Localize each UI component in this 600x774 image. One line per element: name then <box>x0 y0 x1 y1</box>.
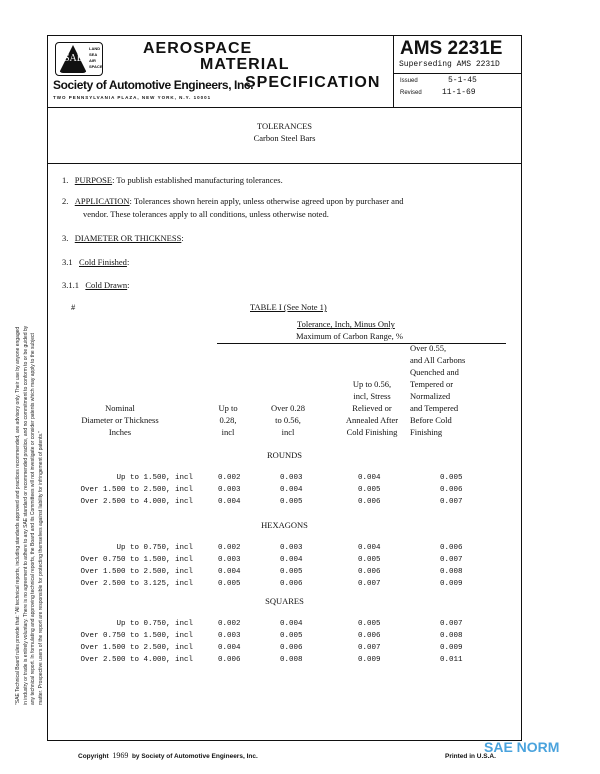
row-label: Over 2.500 to 4.000, incl <box>80 498 193 506</box>
tolerance-value: 0.004 <box>280 486 303 494</box>
tolerance-value: 0.002 <box>218 474 241 482</box>
tolerance-value: 0.006 <box>280 580 303 588</box>
spec-number: AMS 2231E <box>400 38 503 59</box>
logo-word: SPACE <box>89 64 103 69</box>
title-specification: SPECIFICATION <box>245 74 381 91</box>
tolerance-value: 0.004 <box>218 568 241 576</box>
tolerance-value: 0.005 <box>280 498 303 506</box>
section-3: 3. DIAMETER OR THICKNESS: <box>62 233 184 243</box>
column-header <box>208 402 248 438</box>
tolerance-value: 0.005 <box>358 556 381 564</box>
row-label: Over 2.500 to 4.000, incl <box>80 656 193 664</box>
row-label: Over 0.750 to 1.500, incl <box>80 632 193 640</box>
section-2: 2. APPLICATION: Tolerances shown herein apply, unless otherwise agreed upon by purchaser and <box>62 196 404 206</box>
group-heading: HEXAGONS <box>261 520 308 530</box>
column-header <box>332 378 412 438</box>
column-header <box>258 402 318 438</box>
row-label: Over 2.500 to 3.125, incl <box>80 580 193 588</box>
tolerance-value: 0.002 <box>218 620 241 628</box>
issued-label: Issued <box>400 78 418 84</box>
column-header-line: Inches <box>108 427 132 437</box>
sae-logo <box>55 42 103 76</box>
tolerance-value: 0.006 <box>358 498 381 506</box>
tolerance-value: 0.004 <box>358 544 381 552</box>
column-header-line: Cold Finishing <box>346 427 398 437</box>
header-left <box>47 35 394 108</box>
tolerance-value: 0.005 <box>280 632 303 640</box>
disclaimer-line: in industry or trade is entirely voluntary. There is no agreement to adhere to any SAE standard or recommended practice, and no commitment to conform to or be guided by <box>22 325 29 705</box>
column-header-line: incl <box>221 427 235 437</box>
section-1: 1. PURPOSE: To publish established manufacturing tolerances. <box>62 175 283 185</box>
logo-word: SEA <box>89 52 98 57</box>
org-address: TWO PENNSYLVANIA PLAZA, NEW YORK, N.Y. 10001 <box>53 95 212 100</box>
tolerance-value: 0.004 <box>280 620 303 628</box>
doc-subtitle: Carbon Steel Bars <box>253 133 316 143</box>
superseding: Superseding AMS 2231D <box>399 60 500 69</box>
column-header-line: 0.28, <box>219 415 237 425</box>
column-header <box>45 402 195 438</box>
column-header-line: Quenched and <box>410 367 459 377</box>
column-header-line: Annealed After <box>345 415 399 425</box>
row-label: Over 0.750 to 1.500, incl <box>80 556 193 564</box>
tolerance-value: 0.007 <box>440 556 463 564</box>
revision-mark: # <box>71 302 76 312</box>
org-name: Society of Automotive Engineers, Inc. <box>53 78 254 92</box>
column-header-line: Nominal <box>105 403 135 413</box>
tolerance-value: 0.003 <box>218 486 241 494</box>
tolerance-value: 0.003 <box>218 632 241 640</box>
tolerance-value: 0.004 <box>358 474 381 482</box>
row-label: Over 1.500 to 2.500, incl <box>80 644 193 652</box>
column-header <box>410 342 500 438</box>
tolerance-value: 0.005 <box>358 486 381 494</box>
issued-date: 5-1-45 <box>448 76 477 85</box>
revised-label: Revised <box>400 90 422 96</box>
column-header-line: Over 0.28 <box>271 403 305 413</box>
column-header-line: incl <box>281 427 295 437</box>
tolerance-value: 0.006 <box>280 644 303 652</box>
divider <box>394 73 522 74</box>
group-heading: ROUNDS <box>267 450 302 460</box>
column-header-line: Over 0.55, <box>410 343 447 353</box>
column-header-line: Up to <box>218 403 238 413</box>
printed-in: Printed in U.S.A. <box>445 753 496 760</box>
column-header-line: incl, Stress <box>353 391 391 401</box>
row-label: Up to 1.500, incl <box>116 474 193 482</box>
tolerance-value: 0.011 <box>440 656 463 664</box>
group-header-2: Maximum of Carbon Range, % <box>296 331 403 341</box>
disclaimer-line: "SAE Technical Board rules provide that: "All technical reports, including standards approved and practices recommended, are advisory only. Their use by anyone engaged <box>15 326 21 705</box>
tolerance-value: 0.006 <box>440 544 463 552</box>
tolerance-value: 0.005 <box>358 620 381 628</box>
header-right <box>394 35 522 108</box>
tolerance-value: 0.007 <box>358 644 381 652</box>
column-header-line: Before Cold <box>410 415 452 425</box>
tolerance-value: 0.004 <box>280 556 303 564</box>
tolerance-value: 0.008 <box>280 656 303 664</box>
row-label: Up to 0.750, incl <box>116 620 193 628</box>
tolerance-value: 0.002 <box>218 544 241 552</box>
table-title: TABLE I (See Note 1) <box>250 302 327 312</box>
logo-word: LAND <box>89 46 101 51</box>
disclaimer-sidebar <box>15 145 45 705</box>
tolerance-value: 0.007 <box>440 620 463 628</box>
tolerance-value: 0.008 <box>440 568 463 576</box>
tolerance-value: 0.007 <box>440 498 463 506</box>
tolerance-value: 0.003 <box>280 544 303 552</box>
column-header-line: and Tempered <box>410 403 459 413</box>
row-label: Over 1.500 to 2.500, incl <box>80 486 193 494</box>
tolerance-value: 0.005 <box>280 568 303 576</box>
tolerance-value: 0.009 <box>440 644 463 652</box>
section-3-1-1: 3.1.1 Cold Drawn: <box>62 280 130 290</box>
disclaimer-line: any technical report. In formulating and approving technical reports, the Board and its Committees will not investigate or consider patents which may apply to the subject <box>30 333 36 705</box>
column-header-line: Normalized <box>410 391 451 401</box>
tolerance-value: 0.006 <box>358 632 381 640</box>
tolerance-value: 0.009 <box>358 656 381 664</box>
doc-title: TOLERANCES <box>256 121 313 131</box>
disclaimer-line: matter. Prospective users of the report are responsible for protecting themselves against liability for infringement of patents." <box>37 430 44 705</box>
section-2-cont: vendor. These tolerances apply to all conditions, unless otherwise noted. <box>83 209 329 219</box>
title-aerospace: AEROSPACE <box>143 40 253 57</box>
column-header-line: Relieved or <box>352 403 392 413</box>
tolerance-value: 0.004 <box>218 644 241 652</box>
tolerance-value: 0.006 <box>440 486 463 494</box>
tolerance-value: 0.009 <box>440 580 463 588</box>
column-header-line: Diameter or Thickness <box>81 415 159 425</box>
logo-letters: SAE <box>64 53 83 64</box>
tolerance-value: 0.004 <box>218 498 241 506</box>
row-label: Up to 0.750, incl <box>116 544 193 552</box>
column-header-line: Up to 0.56, <box>352 379 392 389</box>
tolerance-value: 0.007 <box>358 580 381 588</box>
revised-date: 11-1-69 <box>442 88 476 97</box>
tolerance-value: 0.008 <box>440 632 463 640</box>
column-header-line: Finishing <box>410 427 443 437</box>
group-header-1: Tolerance, Inch, Minus Only <box>297 319 395 329</box>
tolerance-value: 0.003 <box>280 474 303 482</box>
tolerance-value: 0.003 <box>218 556 241 564</box>
group-heading: SQUARES <box>265 596 304 606</box>
title-material: MATERIAL <box>200 56 290 73</box>
tolerance-value: 0.005 <box>440 474 463 482</box>
tolerance-value: 0.005 <box>218 580 241 588</box>
logo-word: AIR <box>89 58 96 63</box>
column-header-line: to 0.56, <box>275 415 301 425</box>
row-label: Over 1.500 to 2.500, incl <box>80 568 193 576</box>
column-header-line: and All Carbons <box>410 355 466 365</box>
watermark: SAE NORM <box>484 739 560 755</box>
tolerance-value: 0.006 <box>358 568 381 576</box>
divider <box>47 163 522 164</box>
column-header-line: Tempered or <box>410 379 454 389</box>
copyright: Copyright 1969 by Society of Automotive Engineers, Inc. <box>78 751 258 760</box>
tolerance-value: 0.006 <box>218 656 241 664</box>
section-3-1: 3.1 Cold Finished: <box>62 257 130 267</box>
